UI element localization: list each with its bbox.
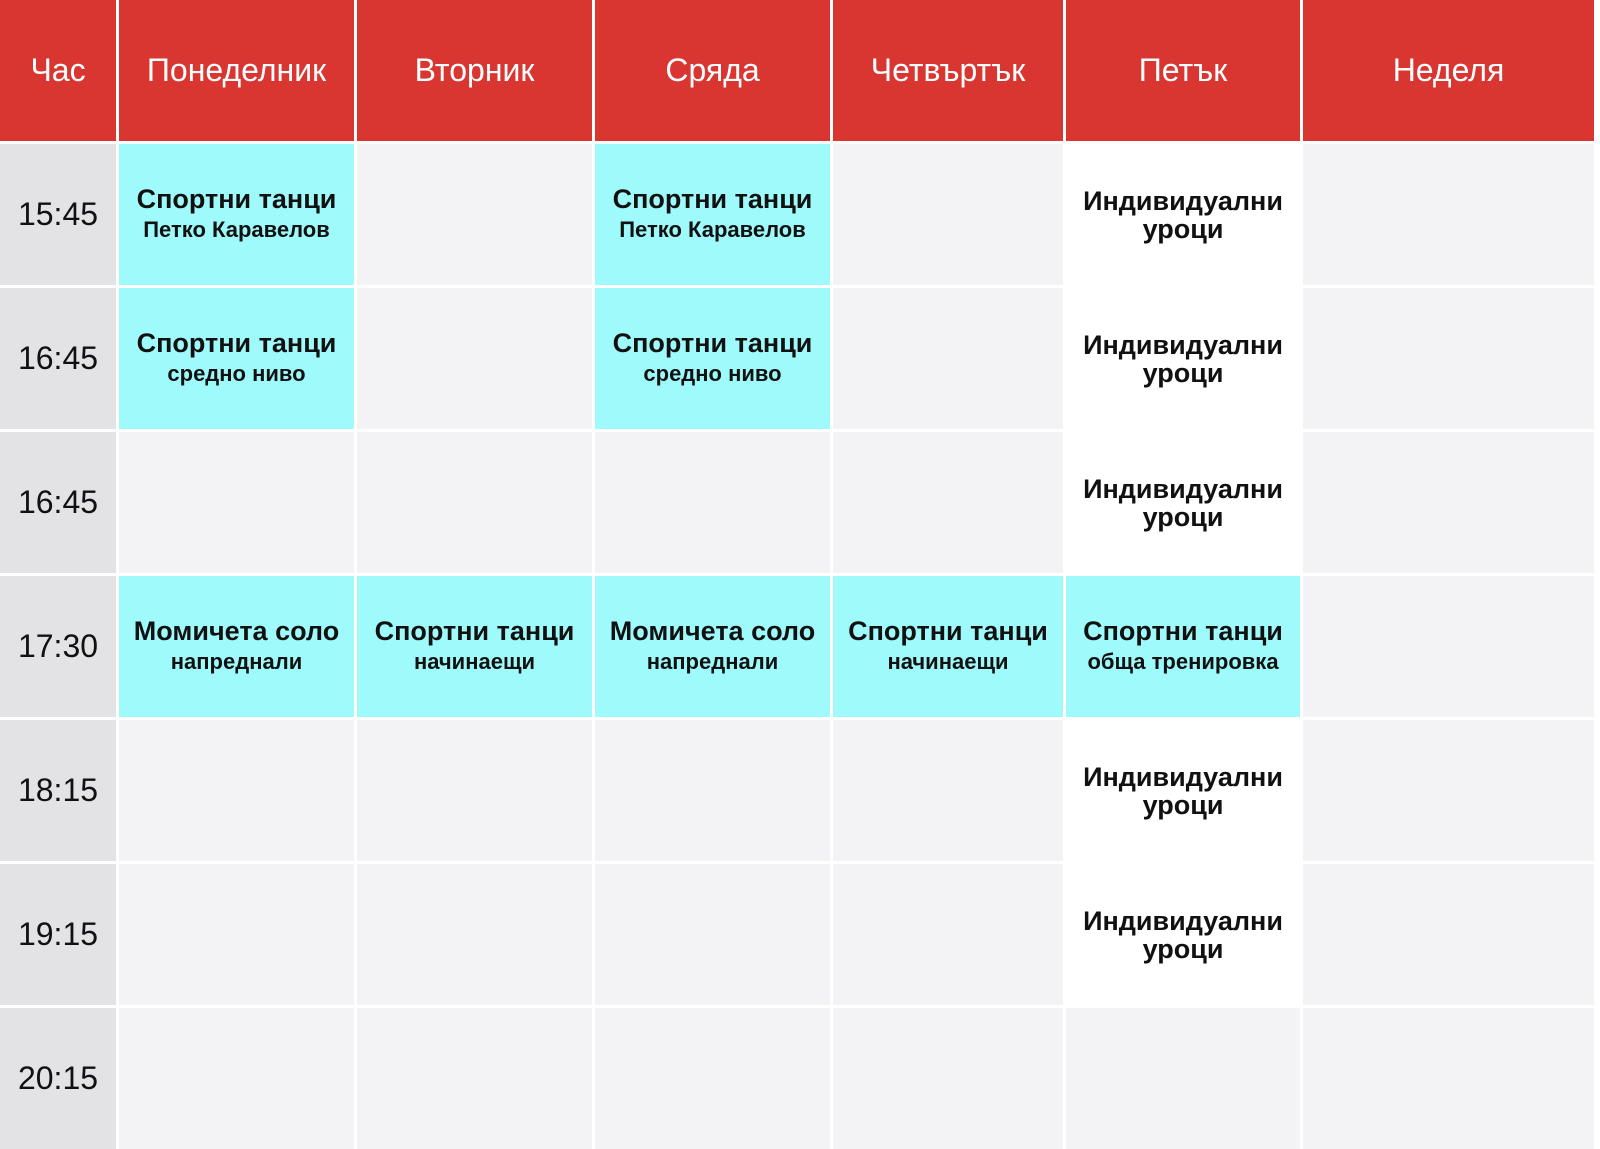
lesson-cell: [119, 576, 354, 717]
lesson-subtitle: начинаещи: [887, 649, 1009, 674]
lesson-cell: [119, 144, 354, 285]
header-tuesday: Вторник: [357, 0, 592, 141]
individual-lesson-cell: [1066, 864, 1300, 1005]
empty-cell: [119, 864, 354, 1005]
empty-cell: [595, 432, 830, 573]
lesson-cell: [595, 144, 830, 285]
time-cell: 15:45: [0, 144, 116, 285]
empty-cell: [1303, 432, 1594, 573]
individual-lesson-cell: [1066, 720, 1300, 861]
lesson-title: Момичета соло: [133, 616, 340, 646]
empty-cell: [1303, 144, 1594, 285]
empty-cell: [357, 432, 592, 573]
lesson-subtitle: Петко Каравелов: [143, 217, 330, 242]
header-monday: Понеделник: [119, 0, 354, 141]
lesson-title: Спортни танци: [136, 184, 337, 214]
lesson-cell: [595, 288, 830, 429]
lesson-cell: [595, 576, 830, 717]
empty-cell: [833, 432, 1063, 573]
header-wednesday: Сряда: [595, 0, 830, 141]
empty-cell: [1303, 576, 1594, 717]
time-cell: 19:15: [0, 864, 116, 1005]
empty-cell: [357, 1008, 592, 1149]
empty-cell: [595, 864, 830, 1005]
lesson-subtitle: напреднали: [646, 649, 779, 674]
empty-cell: [595, 720, 830, 861]
individual-lesson-label: Индивидуални уроци: [1083, 761, 1283, 820]
lesson-title: Спортни танци: [374, 616, 575, 646]
lesson-subtitle: напреднали: [170, 649, 303, 674]
lesson-title: Спортни танци: [1083, 616, 1283, 646]
empty-cell: [595, 1008, 830, 1149]
empty-cell: [119, 1008, 354, 1149]
empty-cell: [1066, 1008, 1300, 1149]
time-cell: 17:30: [0, 576, 116, 717]
empty-cell: [833, 864, 1063, 1005]
lesson-title: Спортни танци: [136, 328, 337, 358]
empty-cell: [1303, 720, 1594, 861]
lesson-subtitle: начинаещи: [413, 649, 536, 674]
empty-cell: [119, 432, 354, 573]
empty-cell: [357, 720, 592, 861]
header-thursday: Четвъртък: [833, 0, 1063, 141]
individual-lesson-label: Индивидуални уроци: [1083, 329, 1283, 388]
empty-cell: [357, 864, 592, 1005]
lesson-title: Спортни танци: [848, 616, 1048, 646]
individual-lesson-label: Индивидуални уроци: [1083, 905, 1283, 964]
lesson-subtitle: средно ниво: [643, 361, 782, 386]
empty-cell: [357, 288, 592, 429]
lesson-title: Спортни танци: [612, 328, 813, 358]
time-cell: 16:45: [0, 432, 116, 573]
lesson-subtitle: средно ниво: [167, 361, 306, 386]
time-cell: 20:15: [0, 1008, 116, 1149]
empty-cell: [833, 720, 1063, 861]
header-friday: Петък: [1066, 0, 1300, 141]
header-sunday: Неделя: [1303, 0, 1594, 141]
empty-cell: [833, 144, 1063, 285]
individual-lesson-cell: [1066, 144, 1300, 285]
lesson-subtitle: Петко Каравелов: [619, 217, 806, 242]
lesson-cell: [1066, 576, 1300, 717]
individual-lesson-cell: [1066, 432, 1300, 573]
empty-cell: [1303, 864, 1594, 1005]
individual-lesson-label: Индивидуални уроци: [1083, 473, 1283, 532]
time-cell: 16:45: [0, 288, 116, 429]
header-hour: Час: [0, 0, 116, 141]
lesson-cell: [357, 576, 592, 717]
empty-cell: [119, 720, 354, 861]
individual-lesson-label: Индивидуални уроци: [1083, 185, 1283, 244]
empty-cell: [833, 288, 1063, 429]
lesson-title: Момичета соло: [609, 616, 816, 646]
empty-cell: [833, 1008, 1063, 1149]
lesson-title: Спортни танци: [612, 184, 813, 214]
lesson-cell: [119, 288, 354, 429]
individual-lesson-cell: [1066, 288, 1300, 429]
lesson-subtitle: обща тренировка: [1087, 649, 1279, 674]
lesson-cell: [833, 576, 1063, 717]
empty-cell: [1303, 288, 1594, 429]
empty-cell: [357, 144, 592, 285]
time-cell: 18:15: [0, 720, 116, 861]
empty-cell: [1303, 1008, 1594, 1149]
